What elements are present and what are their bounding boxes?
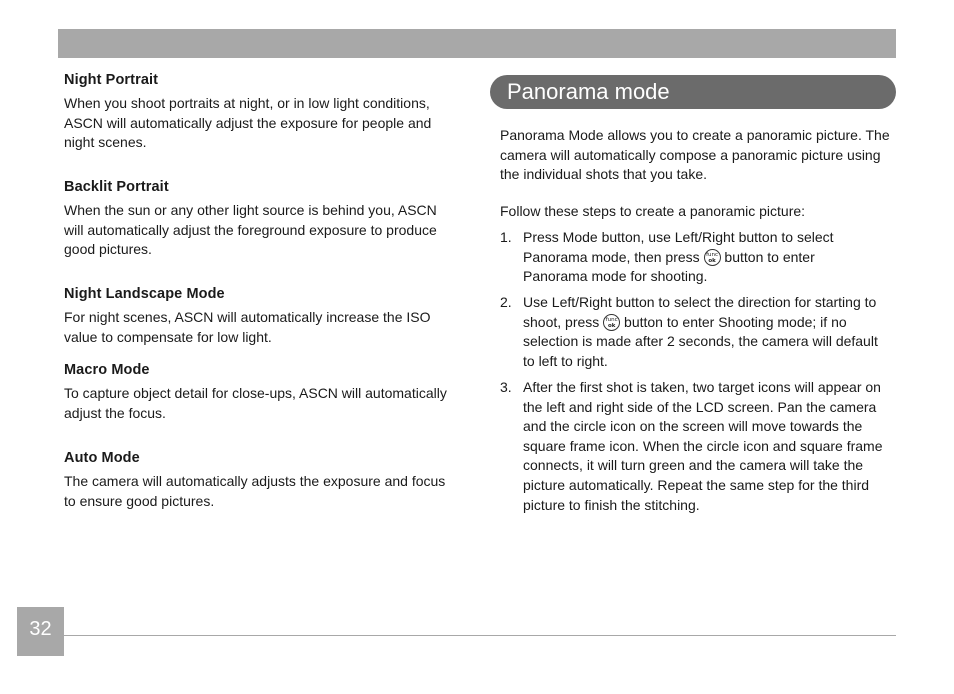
step-text-part: Press Mode button, use Left/Right button to select Panorama mode, then press [523,229,834,265]
section-title: Backlit Portrait [64,179,169,195]
step-3 [500,378,896,515]
step-text-part: Use Left/Right button to select the direction for starting to shoot, press [523,294,877,330]
step-text-part: button to enter Panorama mode for shooting. [523,248,815,285]
section-macro-mode [64,362,459,423]
section-body: To capture object detail for close-ups, ASCN will automatically adjust the focus. [64,385,447,421]
section-body: For night scenes, ASCN will automatically increase the ISO value to compensate for low light. [64,309,431,345]
step-number: 2. [500,294,512,310]
section-body: The camera will automatically adjusts the exposure and focus to ensure good pictures. [64,473,446,509]
func-ok-button-icon [603,314,620,331]
step-number: 1. [500,229,512,245]
section-title: Night Portrait [64,72,159,88]
section-title: Macro Mode [64,362,150,378]
func-label: func [706,251,719,258]
section-body: When the sun or any other light source is behind you, ASCN will automatically adjust the foreground exposure to produce good pictures. [64,202,437,258]
steps-intro: Follow these steps to create a panoramic picture: [500,203,806,219]
section-title: Night Landscape Mode [64,286,225,302]
step-text: After the first shot is taken, two target icons will appear on the left and right side of the LCD screen. Pan the camera and the circle icon on the screen will move towards the square frame icon. When the circle icon and square frame connects, it will turn green and the camera will take the picture automatically. Repeat the same step for the third picture to finish the stitching. [523,379,883,513]
func-ok-button-icon [704,249,721,266]
ok-label: ok [708,257,716,264]
step-1 [500,228,896,287]
panorama-heading: Panorama mode [490,75,896,109]
page-number: 32 [17,607,64,656]
step-2 [500,293,896,371]
section-backlit-portrait [64,179,456,260]
section-title: Auto Mode [64,450,140,466]
section-night-portrait [64,72,444,153]
func-label: func [605,316,618,323]
section-body: When you shoot portraits at night, or in low light conditions, ASCN will automatically adjust the exposure for people and night scenes. [64,95,432,151]
panorama-intro: Panorama Mode allows you to create a panoramic picture. The camera will automatically compose a panoramic picture using the individual shots that you take. [500,127,890,183]
panorama-column [490,75,896,513]
top-header-bar [58,29,896,58]
step-text-part: button to enter Shooting mode; if no selection is made after 2 seconds, the camera will default to left to right. [523,313,878,369]
ok-label: ok [607,322,616,329]
step-number: 3. [500,379,512,395]
section-auto-mode [64,450,456,511]
step-text [523,293,885,371]
step-text [523,228,841,287]
section-night-landscape [64,286,442,347]
footer-rule [64,635,896,636]
